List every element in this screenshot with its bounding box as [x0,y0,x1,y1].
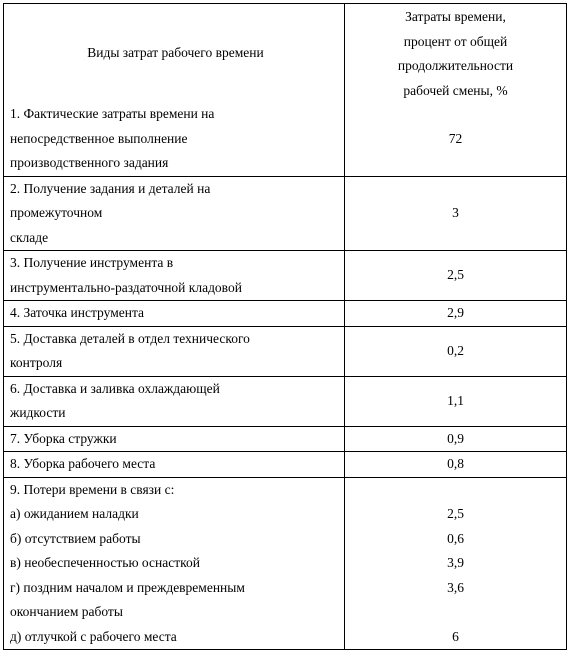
row-value: 0,8 [447,456,464,471]
row-label [4,427,345,452]
loss-item-label-line: в) необеспеченностью оснасткой [10,555,200,570]
row-value: 0,2 [447,342,464,358]
loss-item-value-spacer [345,600,566,625]
row-label-line: инструментально-раздаточной кладовой [10,279,242,295]
row-label-line: 8. Уборка рабочего места [10,456,156,471]
row-label-line: промежуточном [10,205,103,220]
row-label-line: 5. Доставка деталей в отдел технического [10,330,250,346]
row-value: 3 [452,205,459,220]
row-label-line: производственного задания [10,155,169,170]
losses-labels [4,478,345,650]
loss-item-value: 6 [452,628,459,644]
row-label-line: 1. Фактические затраты времени на [10,106,215,121]
row-value: 1,1 [447,392,464,408]
table-row [4,326,566,376]
row-label [4,177,345,251]
row-label-line: 3. Получение инструмента в [10,255,174,270]
row-label [4,377,345,426]
row-label-line: жидкости [10,405,66,420]
row-value: 0,9 [447,430,464,446]
row-label-line: 4. Заточка инструмента [10,305,145,320]
loss-item-label-line: б) отсутствием работы [10,530,141,546]
row-label [4,102,345,176]
row-label-line: контроля [10,355,63,370]
table-row [4,376,566,426]
losses-title: 9. Потери времени в связи с: [10,481,175,497]
row-label-line: 6. Доставка и заливка охлаждающей [10,380,220,396]
header-line: Затраты времени, [405,9,506,24]
table-header-row [4,4,566,102]
loss-item-label-line: д) отлучкой с рабочего места [10,628,177,644]
loss-item-label-line: окончанием работы [10,604,123,619]
header-line: продолжительности [397,58,514,73]
header-line: процент от общей [403,33,508,49]
header-line: рабочей смены, % [403,82,508,98]
loss-item-value: 3,9 [447,555,464,570]
row-label [4,327,345,376]
table-row [4,102,566,176]
losses-values [345,478,566,650]
row-value: 2,9 [447,305,464,320]
loss-item-label-line: г) поздним началом и преждевременным [10,579,245,595]
loss-item-value: 0,6 [447,530,464,546]
table-row [4,426,566,452]
header-work-time-types: Виды затрат рабочего времени [4,4,345,102]
table-row [4,451,566,477]
row-label-line: складе [10,229,49,245]
table-row [4,176,566,251]
table-row [4,250,566,300]
loss-item-value: 3,6 [447,579,464,595]
row-label [4,251,345,300]
row-label-line: 7. Уборка стружки [10,430,117,446]
row-label-line: 2. Получение задания и деталей на [10,180,211,196]
table-row-losses [4,477,566,650]
row-value: 72 [448,130,463,146]
row-label [4,301,345,326]
row-label-line: непосредственное выполнение [10,130,188,146]
loss-item-label-line: а) ожиданием наладки [10,506,139,521]
table-body [4,102,566,649]
row-label [4,452,345,477]
time-expenditure-table [3,3,567,650]
table-row [4,300,566,326]
losses-values-spacer [345,478,566,503]
header-time-percent [345,4,566,102]
row-value: 2,5 [447,267,464,283]
loss-item-value: 2,5 [447,506,464,521]
